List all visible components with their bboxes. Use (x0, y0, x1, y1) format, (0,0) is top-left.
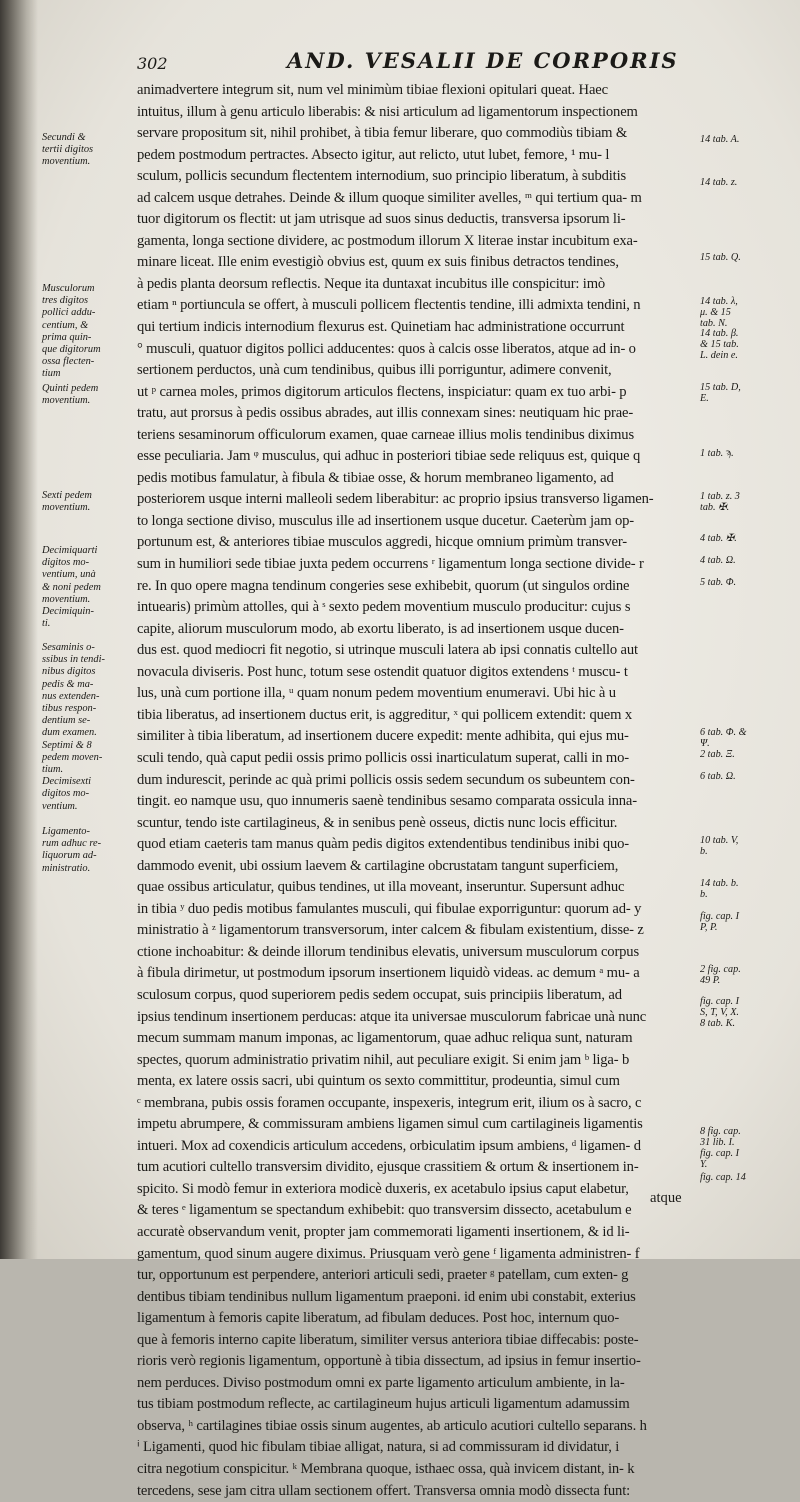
figure-reference-line: 10 tab. V, (700, 835, 739, 846)
margin-note-line: rum adhuc re- (42, 838, 102, 850)
text-line: ut ᵖ carnea moles, primos digitorum articulos flectens, inspiciatur: quam ex tuo arbi- p (137, 383, 627, 400)
margin-note-line: ministratio. (42, 862, 91, 874)
text-line: ligamentum à femoris capite liberatum, ad fibulam deduces. Post hoc, internum quo- (137, 1310, 620, 1327)
figure-reference-line: 8 fig. cap. (700, 1126, 741, 1137)
text-line: dum indurescit, perinde ac quà primi pollicis ossis sedem secundum os subeuntem con- (137, 771, 635, 788)
text-line: quae ossibus articulatur, quibus tendines, ut illa moveant, inseruntur. Supersunt adhuc (137, 879, 625, 896)
text-line: intuearis) primùm attolles, qui à ˢ sexto pedem moventium musculo producitur: cujus s (137, 599, 631, 616)
figure-reference (700, 328, 796, 361)
margin-note (42, 383, 134, 407)
text-line: gamenta, longa sectione dividere, ac postmodum illorum X literae instar incubitum exa- (137, 232, 638, 249)
text-line: dus est. quod mediocri fit negotio, si utrinque musculi latera ab ipsi connatis cultello aut (137, 642, 638, 659)
text-line: menta, ex latere ossis sacri, ubi quintum os sexto committitur, prodeuntia, simul cum (137, 1073, 620, 1090)
text-line: à pedis planta deorsum reflectis. Neque ita duntaxat incubitus ille conspicitur: imò (137, 275, 606, 292)
text-line: sum in humiliori sede tibiae juxta pedem occurrens ʳ ligamentum longa sectione divide- r (137, 556, 644, 573)
figure-reference-line: 15 tab. Q. (700, 252, 741, 263)
figure-reference-line: 14 tab. β. (700, 328, 739, 339)
margin-note-line: Quinti pedem (42, 383, 99, 394)
text-line: ad calcem usque detrahes. Deinde & illum quoque similiter avelles, ᵐ qui tertium qua- m (137, 189, 642, 206)
text-line: qui tertium indicis internodium flexurus est. Quinetiam hac administratione occurrunt (137, 319, 625, 336)
text-line: tibia liberatus, ad insertionem ductus erit, is aggreditur, ˣ qui pollicem extendit: quem x (137, 706, 632, 723)
figure-reference-line: b. (700, 846, 708, 857)
margin-note-line: liquorum ad- (42, 850, 97, 862)
margin-note-line: que digitorum (42, 344, 101, 356)
figure-reference (700, 577, 796, 588)
figure-reference (700, 727, 796, 749)
figure-reference-line: E. (700, 393, 709, 404)
text-line: ° musculi, quatuor digitos pollici adducentes: quos à calcis osse liberatos, atque ad in- o (137, 340, 636, 357)
figure-reference-line: 6 tab. Ω. (700, 771, 736, 782)
margin-note-line: tium. (42, 764, 64, 776)
text-line: tuor digitorum os flectit: ut jam utrisque ad suos sinus deductis, transversa ipsorum li- (137, 211, 626, 228)
text-line: in tibia ʸ duo pedis motibus famulantes musculi, qui fibulae exporriguntur: quorum ad- y (137, 900, 642, 917)
margin-note-line: moventium. (42, 395, 91, 407)
text-line: quod etiam caeteris tam manus quàm pedis digitos extendentibus tendinibus inibi quo- (137, 836, 630, 853)
text-line: sculi tendo, quà caput pedii ossis primo pollicis ossi inarticulatum superat, calli in mo- (137, 749, 629, 766)
figure-reference (700, 835, 796, 857)
figure-reference (700, 878, 796, 900)
figure-reference (700, 177, 796, 188)
text-line: etiam ⁿ portiuncula se offert, à musculi pollicem flectentis tendine, illi admixta tendini, n (137, 297, 641, 314)
text-line: rioris verò regionis ligamentum, opportunè à tibia dissectum, ad ipsius in femur insertio- (137, 1353, 641, 1370)
text-line: gamentum, quod sinum augere diximus. Priusquam verò gene ᶠ ligamenta administren- f (137, 1245, 640, 1262)
text-line: portunum est, & anteriores tibiae musculos aggredi, hicque omnium primùm transver- (137, 534, 627, 551)
margin-note-line: Sexti pedem (42, 490, 92, 501)
text-line: & teres ᵉ ligamentum se spectandum exhibebit: quo transversim dissecto, acetabulum e (137, 1202, 632, 1219)
figure-reference (700, 296, 796, 329)
figure-reference-line: & 15 tab. (700, 339, 739, 350)
text-line: que à femoris interno capite liberatum, similiter versus anteriora tibiae diffecabis: poste- (137, 1331, 639, 1348)
figure-reference (700, 911, 796, 933)
figure-reference (700, 1126, 796, 1170)
text-line: sertionem perductos, unà cum tendinibus, quibus illi porriguntur, adimere convenit, (137, 362, 612, 379)
figure-reference (700, 491, 796, 513)
figure-reference (700, 771, 796, 782)
text-line: tratu, aut prorsus à pedis ossibus abrades, aut illis connexam sines: neutiquam hic prae- (137, 405, 634, 422)
text-line: à fibula dirimetur, ut postmodum ipsorum insertionem liquidò videas. ac demum ᵃ mu- a (137, 965, 640, 982)
margin-note-line: tium (42, 368, 61, 380)
margin-note-line: moventium. (42, 502, 91, 514)
figure-reference (700, 533, 796, 544)
margin-note-line: centium, & (42, 319, 89, 331)
text-line: teriens sesaminorum officulorum examen, quae carneae illius molis tendinibus diximus (137, 426, 634, 443)
margin-note-line: prima quin- (42, 331, 92, 343)
margin-note-line: moventium. (42, 593, 91, 605)
text-line: tercedens, sese jam citra ullam sectionem offert. Transversa omnia modò dissecta funt: (137, 1482, 631, 1499)
margin-note (42, 490, 134, 514)
running-head: AND. VESALII DE CORPORIS (287, 48, 679, 73)
figure-reference (700, 448, 796, 459)
main-text-block (137, 80, 697, 1502)
figure-reference-line: 14 tab. λ, (700, 296, 738, 307)
figure-reference (700, 996, 796, 1029)
margin-note-line: Septimi & 8 (42, 739, 92, 751)
text-line: novacula diviseris. Post hunc, totum sese ostendit quatuor digitos extendens ᵗ muscu- t (137, 663, 628, 680)
text-line: servare propositum sit, nihil prohibet, à tibia femur liberare, quo commodiùs tibiam & (137, 125, 628, 142)
figure-reference-line: 14 tab. A. (700, 134, 740, 145)
text-line: ᶜ membrana, pubis ossis foramen occupante, inspexeris, integrum erit, ilium os à sacro, c (137, 1094, 642, 1111)
text-line: spectes, quorum administratio privatim nihil, aut peculiare exigit. Si enim jam ᵇ liga- b (137, 1051, 630, 1068)
margin-note-line: ventium, unà (42, 569, 96, 581)
figure-reference (700, 252, 796, 263)
margin-note-line: ti. (42, 618, 51, 630)
figure-reference-line: 1 tab. z. 3 (700, 491, 740, 502)
catchword: atque (650, 1190, 682, 1206)
text-line: dammodo evenit, ubi ossium laevem & cartilagine obcrustatam tangunt superficiem, (137, 857, 619, 874)
figure-reference-line: 14 tab. b. (700, 878, 739, 889)
figure-reference (700, 134, 796, 145)
text-line: ministratio à ᶻ ligamentorum transversorum, inter calcem & fibulam existentium, disse- z (137, 922, 644, 939)
figure-reference-line: 49 P. (700, 975, 721, 986)
margin-note-line: Decimisexti (42, 776, 92, 788)
text-line: to longa sectione diviso, musculus ille ad insertionem usque ducetur. Caeterùm jam op- (137, 512, 634, 529)
figure-reference-line: 14 tab. z. (700, 177, 738, 188)
figure-reference-line: 15 tab. D, (700, 382, 741, 393)
text-line: pedis motibus famulatur, à fibula & tibiae osse, & horum membraneo ligamento, ad (137, 469, 614, 486)
margin-note-line: & noni pedem (42, 581, 101, 593)
figure-reference (700, 964, 796, 986)
margin-note (42, 545, 134, 630)
text-line: tum acutiori cultello transversim dividito, ejusque crassitiem & ortum & insertionem in- (137, 1159, 639, 1176)
margin-note-line: nus extenden- (42, 690, 100, 702)
figure-reference-line: fig. cap. I (700, 911, 740, 922)
text-line: lus, unà cum portione illa, ᵘ quam nonum pedem moventium enumeravi. Ubi hic à u (137, 685, 616, 702)
text-line: observa, ʰ cartilagines tibiae ossis sinum augentes, ab articulo acutiori cultello separans. h (137, 1417, 647, 1434)
margin-note-line: Decimiquarti (42, 545, 98, 556)
text-line: tur, opportunum est perpendere, anteriori articuli sedi, praeter ᵍ patellam, cum exten- g (137, 1267, 629, 1284)
figure-reference-line: Ψ. (700, 738, 710, 749)
text-line: esse peculiaria. Jam ᵠ musculus, qui adhuc in posteriori tibiae sede reliquus est, quique q (137, 448, 641, 465)
figure-reference (700, 555, 796, 566)
text-line: pedem postmodum pertractes. Absecto igitur, aut relicto, utut lubet, femore, ¹ mu- l (137, 146, 610, 163)
margin-note-line: ventium. (42, 800, 78, 812)
margin-note (42, 826, 134, 875)
text-line: mecum summam manum imponas, ac ligamentorum, quae adhuc reliqua sunt, naturam (137, 1030, 633, 1047)
text-line: citra negotium conspicitur. ᵏ Membrana quoque, isthaec ossa, quà invicem distant, in- k (137, 1461, 635, 1477)
margin-note-line: Secundi & (42, 132, 86, 143)
margin-note-line: ssibus in tendi- (42, 654, 105, 666)
figure-reference-line: S, T, V, X. (700, 1007, 739, 1018)
margin-note-line: Ligamento- (42, 826, 90, 837)
figure-reference-line: tab. N. (700, 318, 728, 329)
margin-note-line: pollici addu- (42, 307, 96, 319)
text-line: intueri. Mox ad coxendicis articulum accedens, orbiculatim ipsum ambiens, ᵈ ligamen- d (137, 1137, 641, 1154)
text-line: dentibus tibiam tendinibus nullum ligamentum praeponi. id enim ubi constabit, exterius (137, 1288, 636, 1305)
text-line: ctione inchoabitur: & deinde illorum tendinibus elevatis, universum musculorum corpus (137, 943, 639, 960)
figure-reference-line: μ. & 15 (700, 307, 731, 318)
margin-note-line: moventium. (42, 156, 91, 168)
figure-reference-line: 2 tab. Ξ. (700, 749, 735, 760)
text-line: spicito. Si modò femur in exteriora modicè duxeris, ex acetabulo ipsius caput elabetur, (137, 1180, 629, 1197)
margin-note-line: Sesaminis o- (42, 642, 95, 653)
text-line: re. In quo opere magna tendinum congeries sese exhibebit, quorum (ut singulos ordine (137, 577, 630, 594)
text-line: tingit. eo namque usu, quo innumeris saenè tendinibus sesamo comparata ossicula inna- (137, 793, 637, 810)
figure-reference-line: P, P. (700, 922, 718, 933)
figure-reference-line: fig. cap. 14 (700, 1172, 746, 1183)
text-line: impetu abrumpere, & commissuram ambiens ligamen simul cum cartilagineis ligamentis (137, 1116, 643, 1133)
text-line: ⁱ Ligamenti, quod hic fibulam tibiae alligat, natura, si ad commissuram id dividatur, i (137, 1439, 620, 1456)
page-header (137, 48, 697, 74)
text-line: ipsius tendinum insertionem perducas: atque ita universae musculorum fabricae unà nunc (137, 1008, 647, 1025)
margin-note (42, 132, 134, 169)
figure-reference-line: 6 tab. Φ. & (700, 727, 747, 738)
book-gutter-shadow (0, 0, 38, 1259)
figure-reference-line: fig. cap. I (700, 996, 740, 1007)
margin-note-line: tres digitos (42, 295, 89, 307)
text-line: sculosum corpus, quod superiorem pedis sedem occupat, suis principiis liberatum, ad (137, 986, 622, 1003)
text-line: similiter à tibia liberatum, ad insertionem ducere expedit: mente adhibita, qui ejus mu- (137, 728, 629, 745)
margin-note-line: pedis & ma- (42, 678, 94, 690)
margin-note-line: ossa flecten- (42, 356, 95, 368)
margin-note-line: digitos mo- (42, 557, 90, 569)
text-line: posteriorem usque interni malleoli sedem liberabitur: ac proprio ipsius transverso ligamen- (137, 491, 654, 508)
figure-reference-line: 4 tab. ✠. (700, 533, 737, 544)
margin-note-line: digitos mo- (42, 788, 90, 800)
figure-reference-line: 1 tab. ϡ. (700, 448, 734, 459)
margin-note-line: dentium se- (42, 715, 91, 727)
margin-note-line: tertii digitos (42, 144, 94, 156)
text-line: intuitus, illum à genu articulo liberabis: & nisi articulum ad ligamentorum inspectionem (137, 103, 638, 120)
text-line: tus tibiam postmodum reflecte, ac cartilagineum hujus articuli ligamentum adamussim (137, 1396, 630, 1413)
text-line: minare liceat. Ille enim evestigiò obvius est, quum ex suis finibus detractos tendines, (137, 254, 619, 271)
figure-reference-line: 31 lib. I. (700, 1137, 735, 1148)
figure-reference-line: 5 tab. Φ. (700, 577, 737, 588)
margin-note-line: nibus digitos (42, 666, 96, 678)
margin-note-line: Decimiquin- (42, 606, 94, 618)
text-line: accuratè observandum venit, propter jam commemorati ligamenti insertionem, & id li- (137, 1223, 630, 1240)
margin-note-line: pedem moven- (42, 751, 103, 763)
text-line: scuntur, tendo iste cartilagineus, & in senibus penè osseus, dictis nunc locis efficitur. (137, 814, 618, 831)
text-line: animadvertere integrum sit, num vel minimùm tibiae flexioni opitulari queat. Haec (137, 82, 608, 98)
margin-note (42, 283, 134, 381)
text-line: sculum, pollicis secundum flectentem internodium, suo principio liberatum, à subditis (137, 168, 627, 185)
figure-reference (700, 1172, 796, 1183)
margin-note-line: tibus respon- (42, 703, 97, 715)
figure-reference (700, 382, 796, 404)
margin-note-line: dum examen. (42, 727, 97, 739)
text-line: nem perduces. Diviso postmodum omni ex parte ligamento articulum ambiente, in la- (137, 1374, 625, 1391)
figure-reference-line: b. (700, 889, 708, 900)
figure-reference-line: fig. cap. I (700, 1148, 740, 1159)
text-line: capite, aliorum musculorum modo, ab exortu liberato, is ad insertionem usque ducen- (137, 620, 624, 637)
figure-reference-line: 4 tab. Ω. (700, 555, 736, 566)
figure-reference-line: L. dein e. (700, 350, 738, 361)
figure-reference (700, 749, 796, 760)
figure-reference-line: 2 fig. cap. (700, 964, 741, 975)
figure-reference-line: tab. ✠. (700, 502, 730, 513)
page-number: 302 (137, 54, 168, 73)
figure-reference-line: Y. (700, 1159, 708, 1170)
margin-note-line: Musculorum (42, 283, 95, 294)
figure-reference-line: 8 tab. K. (700, 1018, 736, 1029)
margin-note (42, 642, 134, 813)
